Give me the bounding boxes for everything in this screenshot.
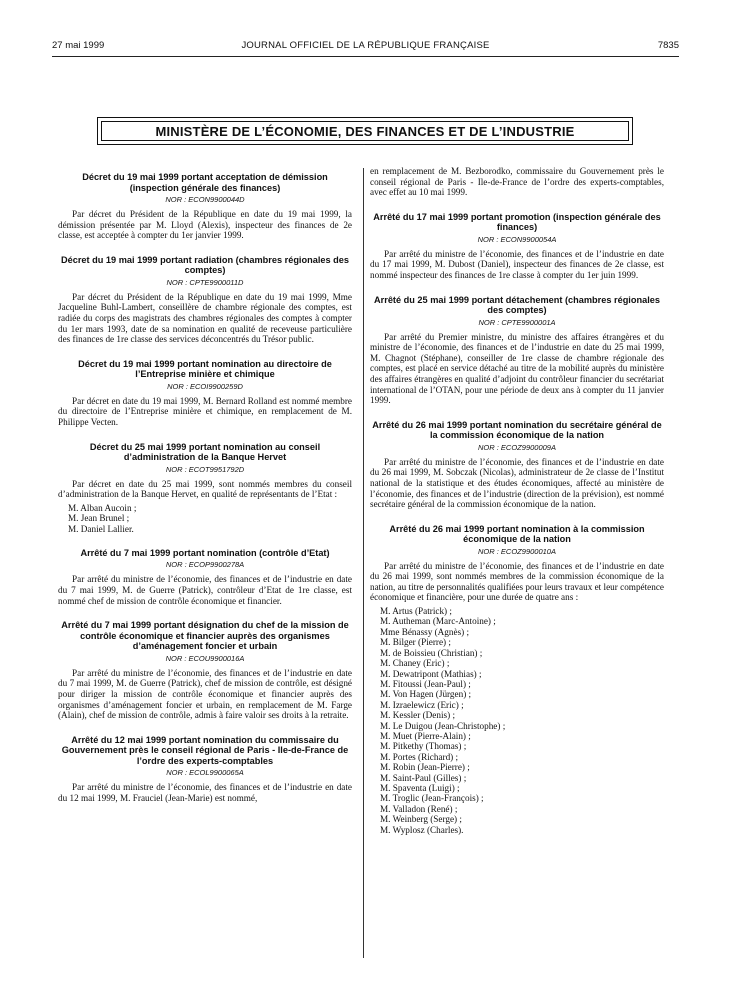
member-list <box>370 606 664 835</box>
article-title: Arrêté du 17 mai 1999 portant promotion (inspection générale des finances) <box>373 211 661 233</box>
article-nor: NOR : CPTE9900001A <box>478 317 556 327</box>
header-journal: JOURNAL OFFICIEL DE LA RÉPUBLIQUE FRANÇAISE <box>241 40 490 51</box>
article-nor: NOR : ECOZ9900010A <box>478 546 556 556</box>
article-paragraph: en remplacement de M. Bezborodko, commissaire du Gouvernement près le conseil régional de Paris - Ile-de-France de l’ordre des experts-comptables, avec effet au 10 mai 1999. <box>370 166 664 198</box>
page-header <box>52 40 679 54</box>
article-title: Décret du 19 mai 1999 portant radiation (chambres régionales des comptes) <box>61 254 349 276</box>
article-paragraph: Par arrêté du ministre de l’économie, des finances et de l’industrie en date du 17 mai 1999, M. Dubost (Daniel), inspecteur des finances de 2e classe, est nommé inspecteur des finances de 1re classe à compter du 1er juin 1999. <box>370 248 664 280</box>
article-nor: NOR : ECON9900044D <box>165 195 245 204</box>
article-paragraph: Par arrêté du Premier ministre, du ministre des affaires étrangères et du ministre de l’économie, des finances et de l’industrie en date du 25 mai 1999, M. Chagnot (Stéphane), conseiller de 1re classe de chambre régionale des comptes, est placé en service détaché au titre de la mobilité auprès du ministère des affaires étrangères en qualité d’adjoint du contrôleur financier du secrétariat international de l’OTAN, pour une période de deux ans à compter du 11 janvier 1999. <box>370 331 664 406</box>
list-item: M. Saint-Paul (Gilles) ; <box>380 772 467 783</box>
article-paragraph: Par arrêté du ministre de l’économie, des finances et de l’industrie en date du 7 mai 1999, M. de Guerre (Patrick), contrôleur d’Etat de 1re classe, est nommé chef de mission de contrôle économique et financier. <box>58 574 352 606</box>
article-nor: NOR : ECOZ9900009A <box>478 442 556 452</box>
article-title: Décret du 19 mai 1999 portant nomination au directoire de l’Entreprise minière et chimique <box>78 358 332 380</box>
article <box>58 255 352 345</box>
ministry-title: MINISTÈRE DE L’ÉCONOMIE, DES FINANCES ET DE L’INDUSTRIE <box>155 123 575 139</box>
list-item: M. Izraelewicz (Eric) ; <box>380 699 464 710</box>
header-rule <box>52 56 679 57</box>
ministry-banner <box>97 117 633 145</box>
article-nor: NOR : ECON9900054A <box>477 234 557 244</box>
article-paragraph: Par décret du Président de la République en date du 19 mai 1999, Mme Jacqueline Buhl-Lambert, conseillère de chambre régionale des comptes, est radiée du corps des magistrats des chambres régionales des comptes à compter du 1er mars 1993, date de sa nomination en qualité de receveuse particulière des finances de 1re classe des services déconcentrés du Trésor public. <box>58 291 352 345</box>
list-item: M. Spaventa (Luigi) ; <box>380 782 460 793</box>
article <box>58 359 352 428</box>
article-title: Arrêté du 7 mai 1999 portant nomination (contrôle d’Etat) <box>80 547 330 558</box>
list-item: M. Kessler (Denis) ; <box>380 710 456 721</box>
article-paragraph: Par arrêté du ministre de l’économie, des finances et de l’industrie en date du 26 mai 1999, sont nommés membres de la commission économique de la nation, au titre de personnalités qualifiées pour leurs travaux et leur compétence économique et financière, pour une durée de quatre ans : <box>370 560 664 603</box>
article-paragraph: Par décret en date du 19 mai 1999, M. Bernard Rolland est nommé membre du directoire de l’Entreprise minière et chimique, en remplacement de M. Philippe Vecten. <box>58 395 352 427</box>
list-item: M. Le Duigou (Jean-Christophe) ; <box>380 720 506 731</box>
article-nor: NOR : ECOI9900259D <box>167 381 243 391</box>
article-nor: NOR : ECOL9900065A <box>166 768 244 778</box>
list-item: Mme Bénassy (Agnès) ; <box>380 626 470 637</box>
list-item: M. de Boissieu (Christian) ; <box>380 647 483 658</box>
article-paragraph: Par arrêté du ministre de l’économie, des finances et de l’industrie en date du 7 mai 1999, M. de Guerre (Patrick), chef de mission de contrôle, est désigné pour diriger la mission de contrôle économique et financier auprès des organismes d’aménagement foncier et urbain, en remplacement de M. Farge (Alain), chef de mission de contrôle, admis à faire valoir ses droits à la retraite. <box>58 667 352 721</box>
column-divider <box>363 168 364 958</box>
list-item: M. Robin (Jean-Pierre) ; <box>380 762 470 773</box>
article-nor: NOR : ECOU9900016A <box>165 653 245 663</box>
list-item: M. Jean Brunel ; <box>68 513 130 524</box>
list-item: M. Chaney (Eric) ; <box>380 658 450 669</box>
article-title: Arrêté du 7 mai 1999 portant désignation du chef de la mission de contrôle économique et financier auprès des organismes d’aménagement foncier et urbain <box>61 620 349 652</box>
left-column <box>58 172 352 817</box>
right-column <box>370 166 664 849</box>
article <box>58 442 352 534</box>
header-date: 27 mai 1999 <box>52 40 105 51</box>
article-paragraph: Par décret en date du 25 mai 1999, sont nommés membres du conseil d’administration de la Banque Hervet, en qualité de représentants de l’Etat : <box>58 478 352 500</box>
list-item: M. Daniel Lallier. <box>68 523 134 534</box>
article <box>370 524 664 835</box>
article-paragraph: Par arrêté du ministre de l’économie, des finances et de l’industrie en date du 12 mai 1999, M. Frauciel (Jean-Marie) est nommé, <box>58 782 352 803</box>
article <box>58 548 352 606</box>
list-item: M. Artus (Patrick) ; <box>380 606 452 617</box>
list-item: M. Fitoussi (Jean-Paul) ; <box>380 678 471 689</box>
list-item: M. Troglic (Jean-François) ; <box>380 793 484 804</box>
article-nor: NOR : CPTE9900011D <box>166 277 244 287</box>
list-item: M. Bilger (Pierre) ; <box>380 637 451 648</box>
list-item: M. Von Hagen (Jürgen) ; <box>380 689 472 700</box>
article-title: Arrêté du 26 mai 1999 portant nomination à la commission économique de la nation <box>389 523 645 545</box>
article-paragraph: Par arrêté du ministre de l’économie, des finances et de l’industrie en date du 26 mai 1999, M. Sobczak (Nicolas), administrateur de 2e classe de l’Institut national de la statistique et des études économiques, affecté au ministère de l’économie, des finances et de l’industrie (direction de la prévision), est nommé secrétaire général de la commission économique de la nation. <box>370 456 664 510</box>
article <box>370 166 664 198</box>
list-item: M. Valladon (René) ; <box>380 803 458 814</box>
list-item: M. Muet (Pierre-Alain) ; <box>380 730 471 741</box>
article <box>370 295 664 406</box>
list-item: M. Alban Aucoin ; <box>68 502 137 513</box>
list-item: M. Wyplosz (Charles). <box>380 824 464 835</box>
list-item: M. Dewatripont (Mathias) ; <box>380 668 482 679</box>
article <box>370 212 664 281</box>
article-nor: NOR : ECOP9900278A <box>165 560 245 570</box>
list-item: M. Portes (Richard) ; <box>380 751 459 762</box>
article <box>58 172 352 241</box>
article-title: Arrêté du 12 mai 1999 portant nomination du commissaire du Gouvernement près le conseil régional de Paris - Ile-de-France de l’ordre des experts-comptables <box>61 734 349 766</box>
article-title: Arrêté du 25 mai 1999 portant détachement (chambres régionales des comptes) <box>374 294 660 316</box>
article <box>370 420 664 510</box>
header-page-number: 7835 <box>657 40 679 51</box>
article-title: Décret du 25 mai 1999 portant nomination au conseil d’administration de la Banque Hervet <box>89 441 321 463</box>
article-title: Arrêté du 26 mai 1999 portant nomination du secrétaire général de la commission économique de la nation <box>372 419 662 441</box>
member-list <box>58 503 352 534</box>
list-item: M. Weinberg (Serge) ; <box>380 814 462 825</box>
article <box>58 620 352 720</box>
article-nor: NOR : ECOT9951792D <box>165 464 245 474</box>
article <box>58 735 352 804</box>
article-title: Décret du 19 mai 1999 portant acceptation de démission (inspection générale des finances) <box>82 172 328 193</box>
list-item: M. Autheman (Marc-Antoine) ; <box>380 616 496 627</box>
list-item: M. Pitkethy (Thomas) ; <box>380 741 467 752</box>
article-paragraph: Par décret du Président de la République en date du 19 mai 1999, la démission présentée par M. Lloyd (Alexis), inspecteur des finances de 2e classe, est acceptée à compter du 1er janvier 1999. <box>58 209 352 241</box>
